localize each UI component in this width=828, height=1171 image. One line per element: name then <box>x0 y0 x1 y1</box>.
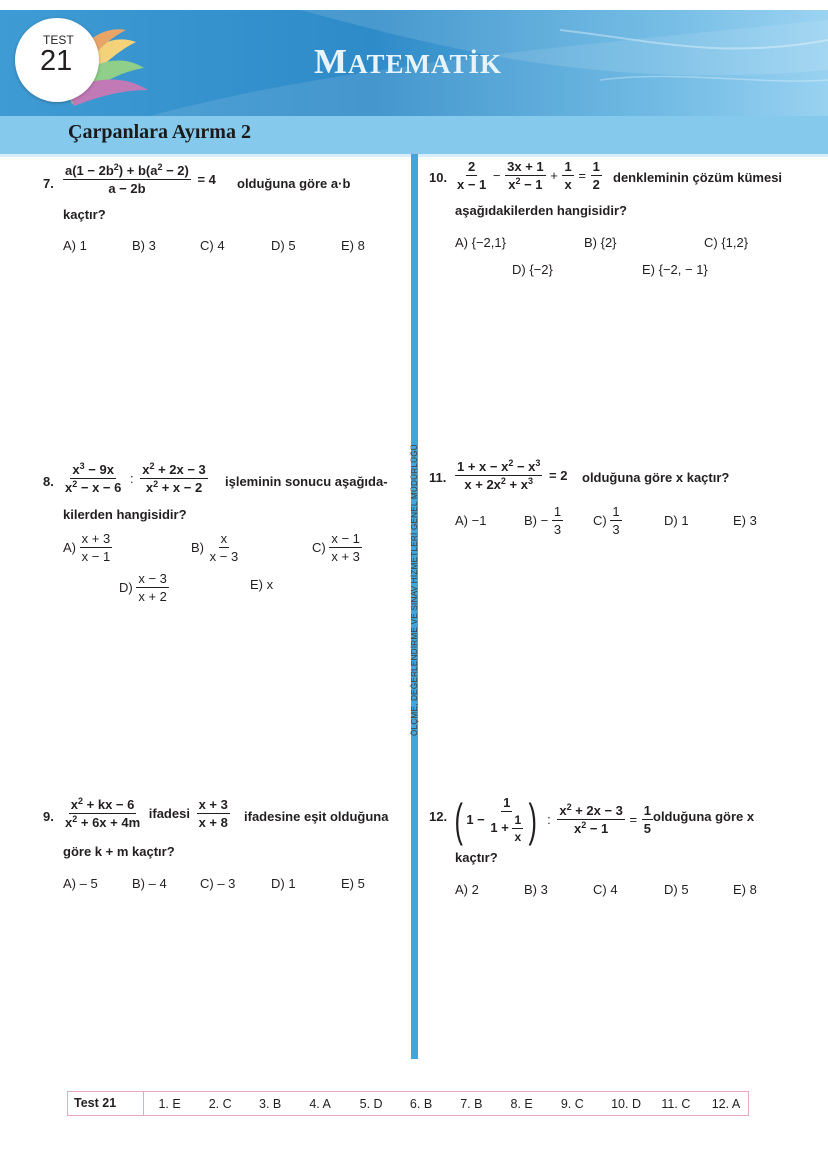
q12-inner-fraction <box>488 795 525 844</box>
answer-key-label: Test 21 <box>68 1092 144 1115</box>
question-number: 9. <box>43 809 54 824</box>
option-b[interactable]: B) 3 <box>132 238 156 253</box>
subject-first-letter: M <box>314 42 349 81</box>
q9-fraction-1 <box>63 797 142 830</box>
question-number: 7. <box>43 176 54 191</box>
answer-key-item: 11. C <box>661 1096 691 1111</box>
option-c[interactable]: C) 4 <box>200 238 225 253</box>
answer-key-item: 4. A <box>309 1096 331 1111</box>
q7-expression <box>63 163 219 196</box>
option-d[interactable]: D) 1 <box>664 513 689 528</box>
fraction-denominator: $x^2 - 1$ <box>573 820 609 836</box>
answer-key-item: 2. C <box>208 1096 232 1111</box>
subject-rest: ATEMATİK <box>348 49 503 79</box>
option-e[interactable]: E) {−2, − 1} <box>642 262 708 277</box>
option-c[interactable]: C) $\frac{x - 1}{x + 3}$ <box>312 531 360 564</box>
fraction-numerator: $x^2$ + kx − 6 <box>70 796 135 812</box>
fraction-numerator: $x^2 + 2x - 3$ <box>142 461 206 477</box>
answer-key-item: 3. B <box>259 1096 282 1111</box>
fraction-numerator: x + 3 <box>198 797 228 812</box>
option-a[interactable]: A) – 5 <box>63 876 98 891</box>
option-b[interactable]: B) {2} <box>584 235 617 250</box>
option-d[interactable]: D) {−2} <box>512 262 553 277</box>
q12-expression <box>451 795 653 844</box>
question-number: 8. <box>43 474 54 489</box>
topic-title: Çarpanlara Ayırma 2 <box>68 121 251 143</box>
option-c[interactable]: C) {1,2} <box>704 235 749 250</box>
option-b[interactable]: B) – 4 <box>132 876 167 891</box>
question-number: 12. <box>429 809 448 824</box>
q8-fraction-1 <box>63 462 123 495</box>
option-e[interactable]: E) 8 <box>733 882 757 897</box>
option-d[interactable]: D) 5 <box>271 238 296 253</box>
q9-fraction-2 <box>197 797 230 830</box>
option-a[interactable]: A) 1 <box>63 238 87 253</box>
option-d[interactable]: D) 1 <box>271 876 296 891</box>
test-number: 21 <box>40 45 73 77</box>
question-text: kaçtır? <box>455 850 498 865</box>
subject-title <box>314 42 502 82</box>
q12-equals: = <box>629 812 638 827</box>
q9-mid-text: ifadesi <box>148 806 190 821</box>
option-a[interactable]: A) 2 <box>455 882 479 897</box>
option-a[interactable]: A) $\frac{x + 3}{x - 1}$ <box>63 531 111 564</box>
fraction-denominator: $x^2 - x - 6$ <box>65 479 122 495</box>
q7-equals: = 4 <box>197 172 216 187</box>
question-text: kaçtır? <box>63 207 106 222</box>
q8-fraction-2 <box>140 462 208 495</box>
q12-one-minus: 1 − <box>466 812 485 827</box>
q9-expression <box>63 797 230 830</box>
q12-fraction-2 <box>557 803 625 836</box>
fraction-numerator: 1 <box>503 795 511 810</box>
q11-fraction <box>455 459 542 492</box>
option-c[interactable]: C) 4 <box>593 882 618 897</box>
option-c[interactable]: C) $\frac{1}{3}$ <box>593 504 620 537</box>
fraction-denominator: $x + 2x^2 + x^3$ <box>464 476 533 492</box>
answer-key-item: 12. A <box>711 1096 741 1111</box>
q7-fraction <box>63 163 191 196</box>
option-d[interactable]: D) $\frac{x - 3}{x + 2}$ <box>119 571 167 604</box>
fraction-numerator: $1 + x - x^2 - x^3$ <box>457 458 541 474</box>
option-e[interactable]: E) 8 <box>341 238 365 253</box>
option-c[interactable]: C) – 3 <box>200 876 236 891</box>
fraction-numerator: $a(1 - 2b^2) + b(a^2 - 2)$ <box>65 162 189 178</box>
answer-key-item: 5. D <box>359 1096 383 1111</box>
option-b[interactable]: B) 3 <box>524 882 548 897</box>
q10-expression: $\frac{2}{x - 1}$ − $\frac{3x + 1}{x^2 - 1}$ + $\frac{1}{x}$ = $\frac{1}{2}$ <box>457 159 600 192</box>
fraction-numerator: $x^3 - 9x$ <box>72 461 114 477</box>
q12-colon: : <box>547 812 551 827</box>
fraction-denominator: x + 8 <box>198 815 228 830</box>
answer-key-item: 6. B <box>409 1096 433 1111</box>
test-label: TEST <box>43 33 74 47</box>
question-number: 10. <box>429 170 448 185</box>
fraction-denominator: $x^2 + 6x + 4m$ <box>65 814 141 830</box>
option-a[interactable]: A) −1 <box>455 513 487 528</box>
fraction-numerator: $x^2 + 2x - 3$ <box>559 802 623 818</box>
question-text: işleminin sonucu aşağıda- <box>225 474 388 489</box>
answer-key-items <box>144 1097 748 1111</box>
option-e[interactable]: E) 5 <box>341 876 365 891</box>
question-text: kilerden hangisidir? <box>63 507 187 522</box>
question-text: ifadesine eşit olduğuna <box>244 809 389 824</box>
q11-expression <box>455 459 570 492</box>
answer-key <box>67 1091 749 1116</box>
option-e[interactable]: E) 3 <box>733 513 757 528</box>
option-b[interactable]: B) − $\frac{1}{3}$ <box>524 504 562 537</box>
question-text: olduğuna göre x kaçtır? <box>582 470 730 485</box>
fraction-denominator: 1 + $\frac{1}{x}$ <box>490 813 522 844</box>
answer-key-item: 8. E <box>510 1096 533 1111</box>
option-a[interactable]: A) {−2,1} <box>455 235 506 250</box>
open-paren: ( <box>454 793 463 846</box>
answer-key-item: 9. C <box>560 1096 584 1111</box>
publisher-vertical-text: ÖLÇME, DEĞERLENDİRME VE SINAV HİZMETLERİ GENEL MÜDÜRLÜĞÜ <box>410 444 419 736</box>
answer-key-item: 10. D <box>611 1096 641 1111</box>
answer-key-item: 7. B <box>460 1096 483 1111</box>
question-text: denkleminin çözüm kümesi <box>613 170 783 185</box>
question-text: olduğuna göre x <box>653 809 755 824</box>
option-b[interactable]: B) $\frac{x}{x - 3}$ <box>191 531 239 564</box>
question-text: göre k + m kaçtır? <box>63 844 175 859</box>
option-d[interactable]: D) 5 <box>664 882 689 897</box>
question-text: aşağıdakilerden hangisidir? <box>455 203 627 218</box>
answer-key-item: 1. E <box>158 1096 181 1111</box>
option-e[interactable]: E) x <box>250 577 274 592</box>
q11-equals: = 2 <box>549 468 568 483</box>
q8-colon: : <box>129 471 134 486</box>
close-paren: ) <box>528 793 538 846</box>
fraction-denominator: a − 2b <box>108 181 146 196</box>
fraction-denominator: $x^2 + x - 2$ <box>145 479 203 495</box>
question-number: 11. <box>429 470 447 485</box>
q12-fraction-3: $\frac{1}{5}$ <box>643 803 651 836</box>
q8-expression <box>63 462 208 495</box>
question-text: olduğuna göre a·b <box>237 176 351 191</box>
